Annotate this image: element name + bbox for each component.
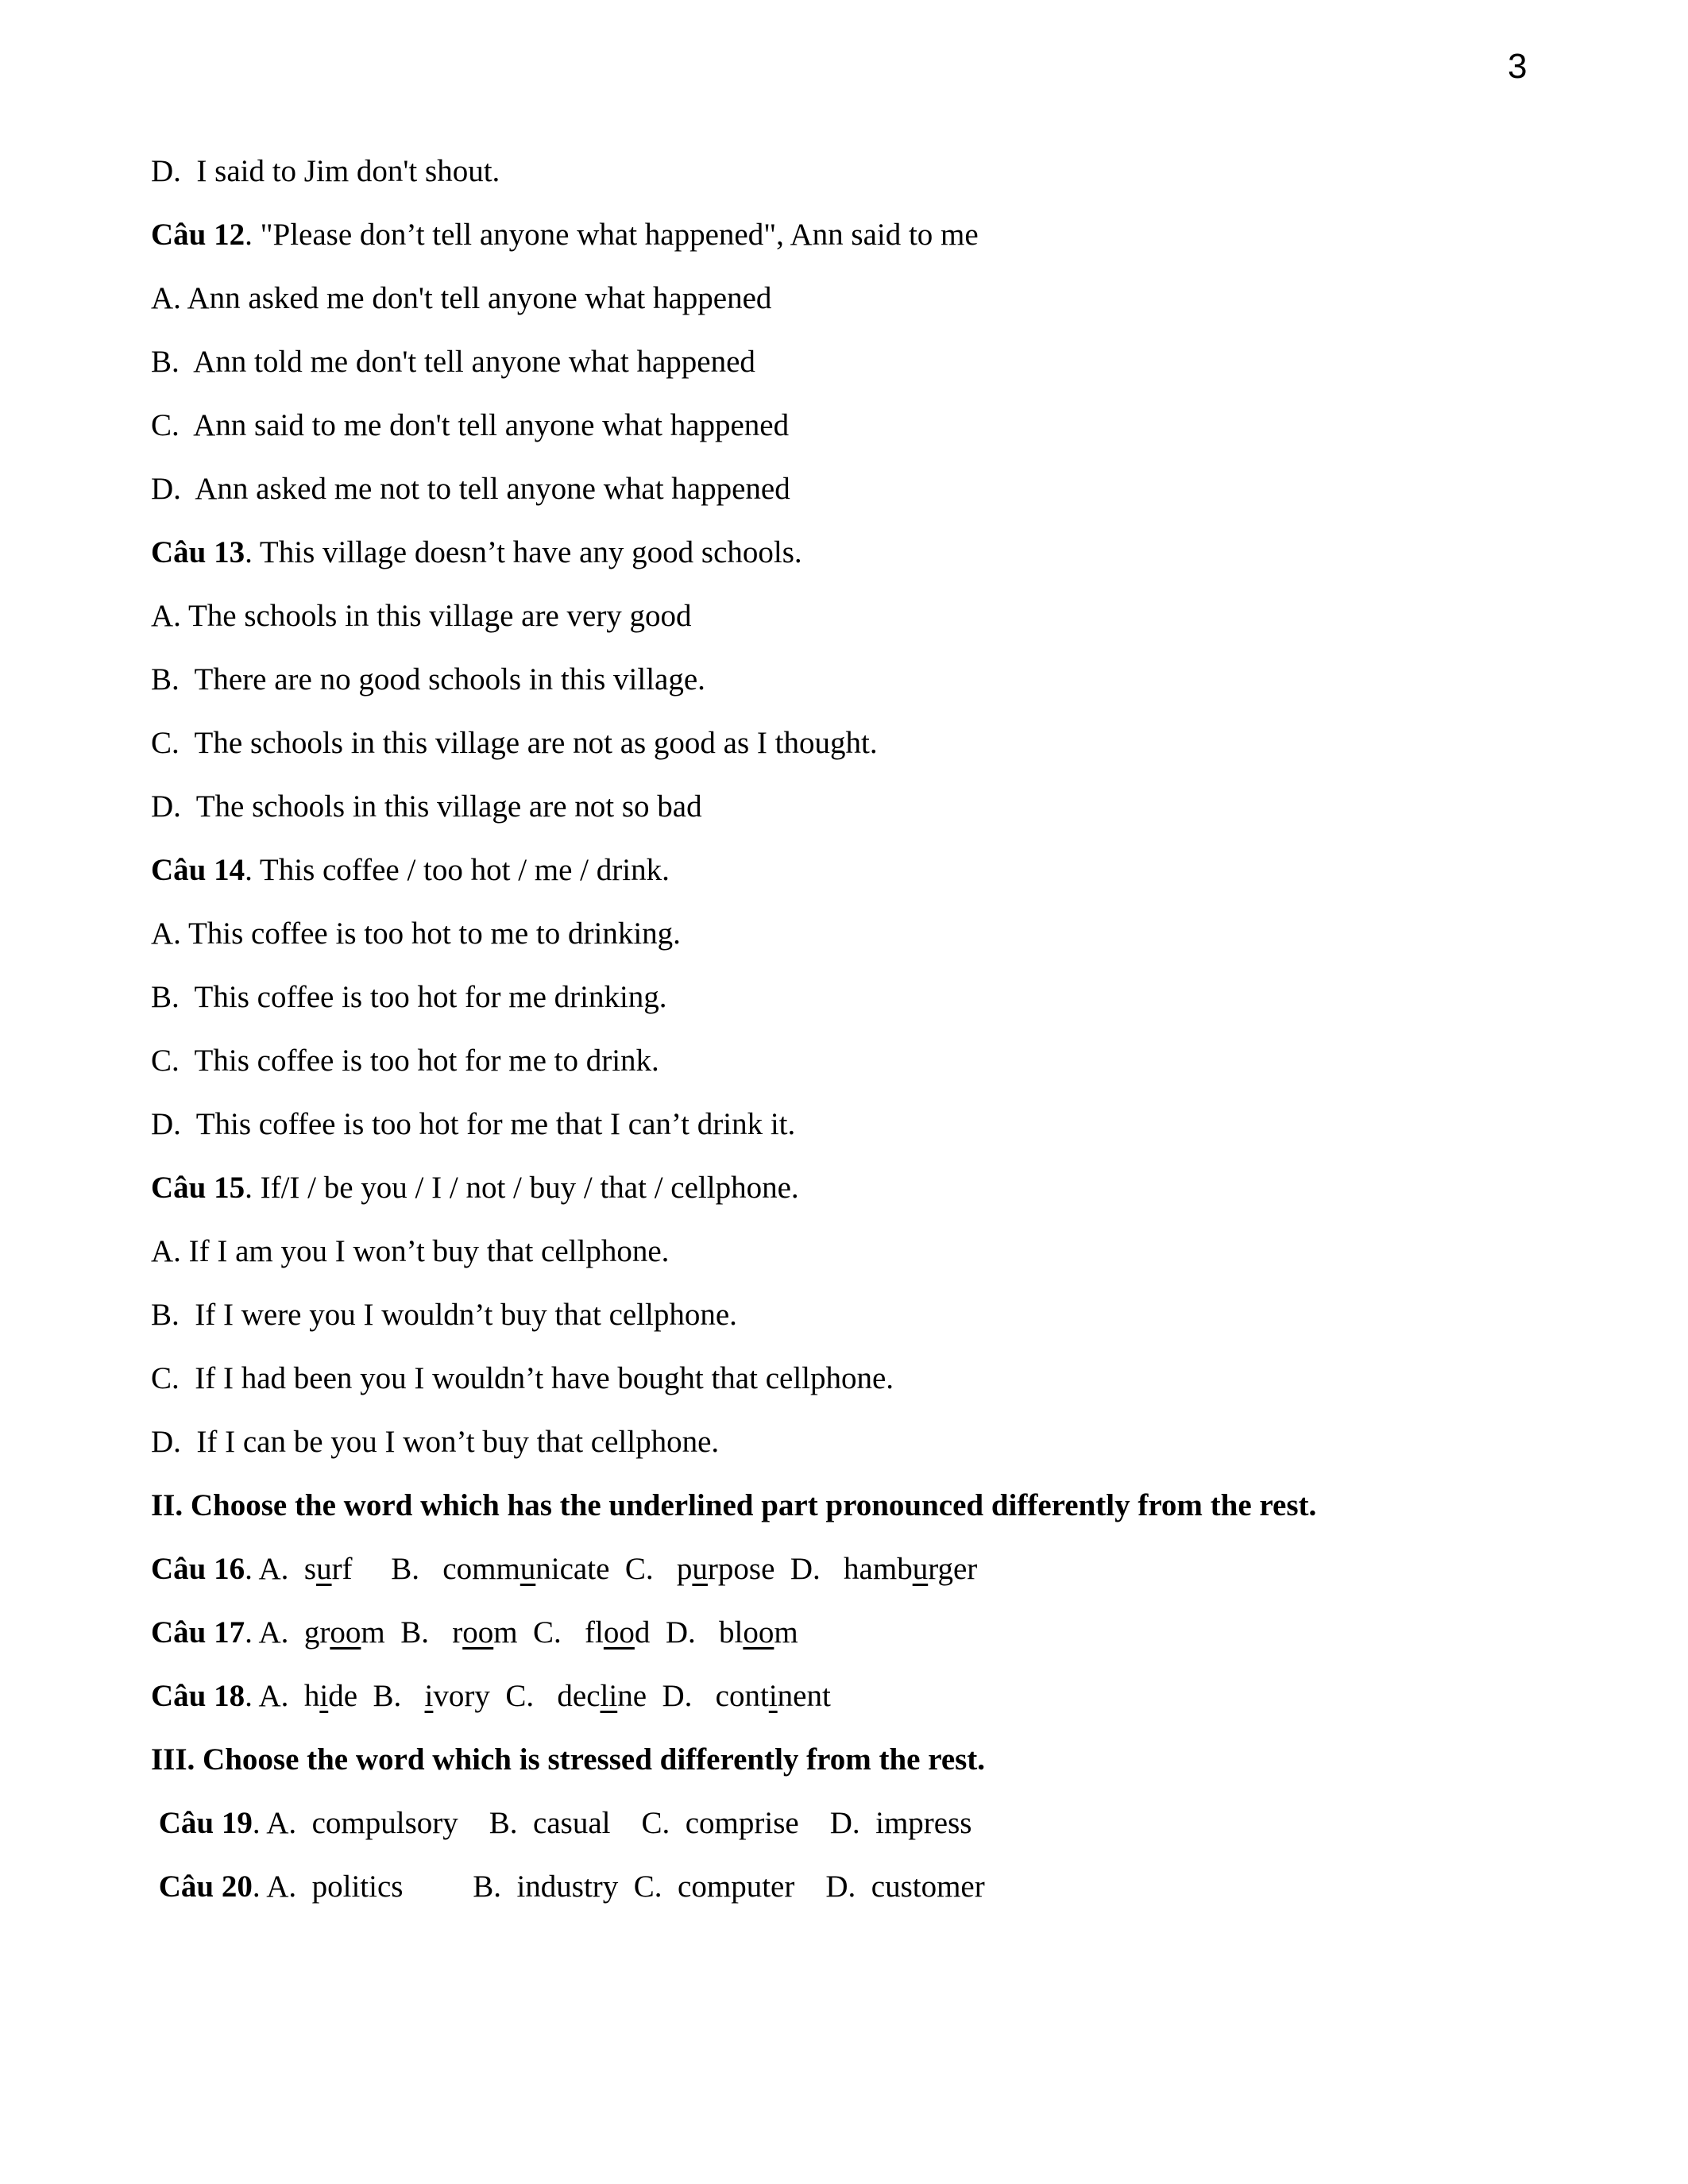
underlined-part: u (520, 1552, 536, 1586)
option-a-q15 (151, 1220, 1617, 1283)
question-16 (151, 1538, 1617, 1601)
question-15 (151, 1156, 1617, 1220)
option-c-q13 (151, 712, 1617, 775)
underlined-part: oo (330, 1615, 361, 1650)
question-12 (151, 203, 1617, 267)
text-run: ne D. cont (617, 1679, 769, 1713)
text-run: D. The schools in this village are not so bad (151, 789, 702, 824)
page-number: 3 (1508, 47, 1528, 86)
question-18 (151, 1665, 1617, 1728)
text-run: C. If I had been you I wouldn’t have bought that cellphone. (151, 1361, 894, 1395)
option-a-q13 (151, 585, 1617, 648)
question-label: Câu 14 (151, 853, 245, 887)
option-d-q14 (151, 1093, 1617, 1156)
text-run: . A. h (245, 1679, 320, 1713)
text-run: D. Ann asked me not to tell anyone what happened (151, 472, 790, 506)
option-d-q13 (151, 775, 1617, 839)
question-label: Câu 19 (158, 1806, 253, 1840)
text-run: d D. bl (634, 1615, 744, 1650)
section-iii-header (151, 1728, 1617, 1792)
text-run: . If/I / be you / I / not / buy / that / cellphone. (245, 1171, 799, 1205)
underlined-part: i (319, 1679, 329, 1713)
text-run: . "Please don’t tell anyone what happened", Ann said to me (245, 218, 979, 252)
underlined-part: oo (603, 1615, 635, 1650)
option-c-q15 (151, 1347, 1617, 1410)
text-run: D. If I can be you I won’t buy that cellphone. (151, 1425, 720, 1459)
option-d-q12 (151, 457, 1617, 521)
option-b-q15 (151, 1283, 1617, 1347)
underlined-part: u (692, 1552, 708, 1586)
question-label: II. Choose the word which has the underlined part pronounced differently from the rest. (151, 1488, 1317, 1522)
text-run: . A. politics B. industry C. computer D. customer (252, 1870, 985, 1904)
text-run: . A. s (245, 1552, 317, 1586)
text-run: D. This coffee is too hot for me that I can’t drink it. (151, 1107, 796, 1141)
text-run: vory C. dec (433, 1679, 601, 1713)
text-run (151, 1806, 159, 1840)
text-run: rpose D. hamb (707, 1552, 913, 1586)
document-lines (151, 140, 1617, 1919)
text-run: . This coffee / too hot / me / drink. (245, 853, 670, 887)
text-run: B. If I were you I wouldn’t buy that cellphone. (151, 1298, 737, 1332)
text-run: D. I said to Jim don't shout. (151, 154, 500, 188)
text-run: C. Ann said to me don't tell anyone what happened (151, 408, 790, 442)
text-run: . This village doesn’t have any good schools. (245, 535, 802, 569)
question-19 (151, 1792, 1617, 1855)
text-run: de B. (328, 1679, 425, 1713)
question-label: Câu 12 (151, 218, 245, 252)
text-run: C. This coffee is too hot for me to drink. (151, 1044, 659, 1078)
text-run: . A. gr (245, 1615, 330, 1650)
text-run (151, 1870, 159, 1904)
option-b-q14 (151, 966, 1617, 1029)
text-run: A. Ann asked me don't tell anyone what happened (151, 281, 772, 315)
underlined-part: u (912, 1552, 929, 1586)
option-c-q14 (151, 1029, 1617, 1093)
text-run: rf B. comm (331, 1552, 520, 1586)
option-a-q14 (151, 902, 1617, 966)
underlined-part: i (768, 1679, 778, 1713)
option-c-q12 (151, 394, 1617, 457)
text-run: . A. compulsory B. casual C. comprise D. impress (252, 1806, 972, 1840)
question-label: Câu 15 (151, 1171, 245, 1205)
question-20 (151, 1855, 1617, 1919)
underlined-part: oo (743, 1615, 774, 1650)
underlined-part: u (316, 1552, 332, 1586)
question-label: Câu 17 (151, 1615, 245, 1650)
option-d-q15 (151, 1410, 1617, 1474)
question-label: III. Choose the word which is stressed differently from the rest. (151, 1742, 986, 1777)
text-run: A. This coffee is too hot to me to drinking. (151, 916, 681, 951)
section-ii-header (151, 1474, 1617, 1538)
text-run: nicate C. p (535, 1552, 693, 1586)
text-run: m B. r (361, 1615, 463, 1650)
text-run: nent (777, 1679, 831, 1713)
text-run: B. Ann told me don't tell anyone what happened (151, 345, 755, 379)
question-label: Câu 18 (151, 1679, 245, 1713)
text-run: A. The schools in this village are very good (151, 599, 692, 633)
question-13 (151, 521, 1617, 585)
option-b-q12 (151, 330, 1617, 394)
question-label: Câu 16 (151, 1552, 245, 1586)
option-d-q11 (151, 140, 1617, 203)
question-label: Câu 20 (158, 1870, 253, 1904)
text-run: B. This coffee is too hot for me drinking. (151, 980, 667, 1014)
text-run: m C. fl (493, 1615, 604, 1650)
underlined-part: oo (462, 1615, 494, 1650)
text-run: C. The schools in this village are not as good as I thought. (151, 726, 878, 760)
underlined-part: li (600, 1679, 618, 1713)
question-17 (151, 1601, 1617, 1665)
underlined-part: i (424, 1679, 434, 1713)
option-a-q12 (151, 267, 1617, 330)
question-14 (151, 839, 1617, 902)
text-run: rger (928, 1552, 978, 1586)
text-run: m (774, 1615, 798, 1650)
option-b-q13 (151, 648, 1617, 712)
text-run: A. If I am you I won’t buy that cellphone. (151, 1234, 670, 1268)
text-run: B. There are no good schools in this village. (151, 662, 705, 696)
question-label: Câu 13 (151, 535, 245, 569)
